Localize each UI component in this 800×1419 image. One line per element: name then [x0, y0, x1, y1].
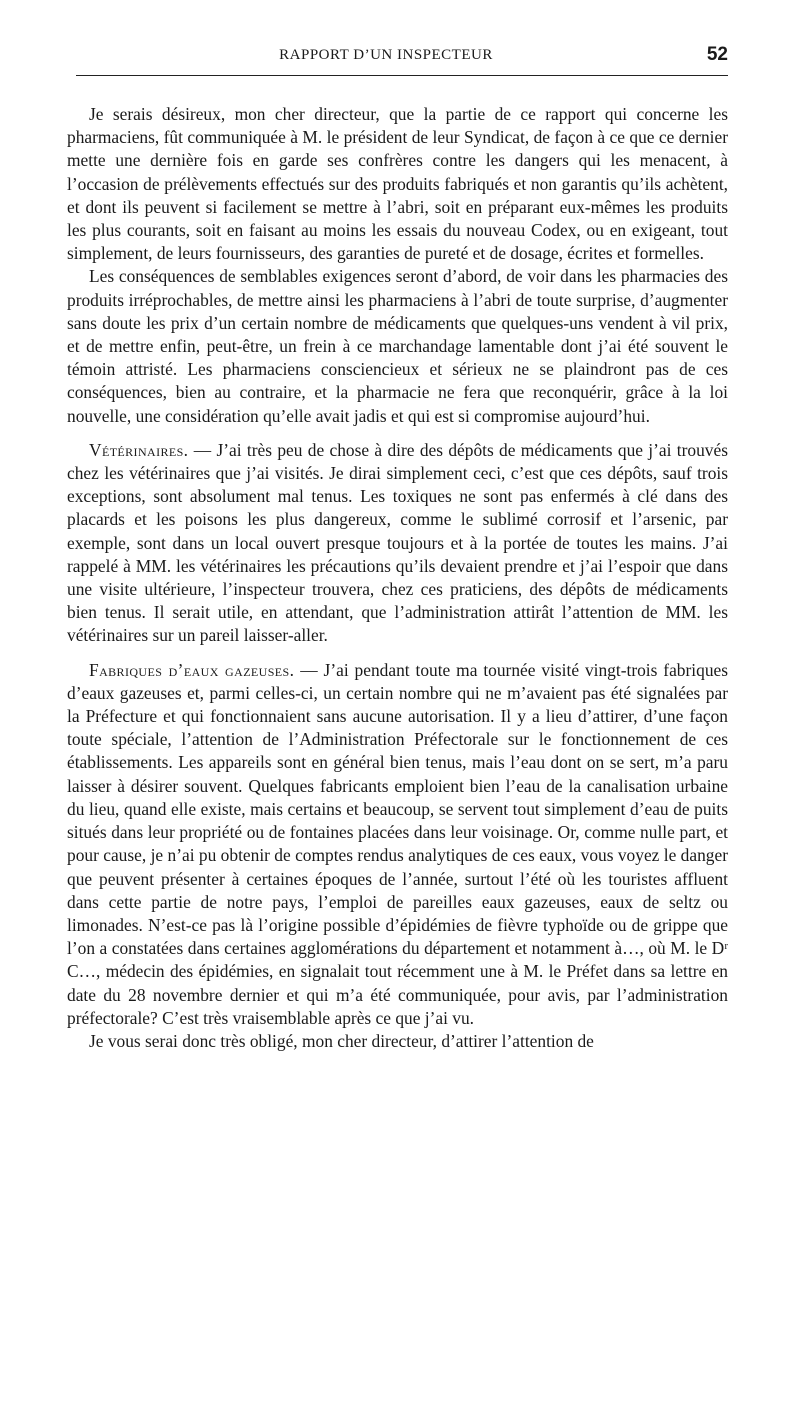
- body-text: [67, 103, 728, 1053]
- page-number: 52: [706, 44, 728, 65]
- section-eaux-gazeuses: [67, 659, 728, 1030]
- paragraph-pharmaciens-request: Je serais désireux, mon cher directeur, que la partie de ce rapport qui concerne les pharmaciens, fût communiquée à M. le président de leur Syndicat, de façon à ce que ce dernier mette une dernière fois en garde ses confrères contre les dangers qui les menacent, à l’occasion de prélèvements effectués sur des produits fabriqués et non garantis qu’ils achètent, et dont ils peuvent si facilement se mettre à l’abri, soit en préparant eux-mêmes les produits les plus courants, soit en faisant au moins les essais du nouveau Codex, ou en exigeant, tout simplement, de leurs fournisseurs, des garanties de pureté et de dosage, écrites et formelles.: [67, 104, 728, 264]
- page-header: [76, 44, 728, 68]
- section-text-eaux-gazeuses: — J’ai pendant toute ma tournée visité vingt-trois fabriques d’eaux gazeuses et, parmi celles-ci, un certain nombre qui ne m’avaient pas été signalées par la Préfecture et qui fonctionnaient sans aucune autorisation. Il y a lieu d’attirer, d’une façon toute spéciale, l’attention de l’Administration Préfectorale sur le fonctionnement de ces établissements. Les appareils sont en général bien tenus, mais l’eau dont on se sert, m’a paru laisser à désirer souvent. Quelques fabricants emploient bien l’eau de la canalisation urbaine du lieu, quand elle existe, mais certains et beaucoup, se servent tout simplement d’eau de puits situés dans leur propriété ou de fontaines placées dans leur voisinage. Or, comme nulle part, et pour cause, je n’ai pu obtenir de comptes rendus analytiques de ces eaux, vous voyez le danger que peuvent présenter à certaines époques de l’année, surtout l’été où les touristes affluent dans cette partie de notre pays, l’emploi de pareilles eaux gazeuses, eaux de seltz ou limonades. N’est-ce pas là l’origine possible d’épidémies de fièvre typhoïde ou de grippe que l’on a constatées dans certaines agglomérations du département et notamment à…, où M. le Dʳ C…, médecin des épidémies, en signalait tout récemment une à M. le Préfet dans sa lettre en date du 28 novembre dernier et qui m’a été communiquée, pour avis, par l’administration préfectorale? C’est très vraisemblable après ce que j’ai vu.: [67, 659, 729, 1028]
- section-text-veterinaires: — J’ai très peu de chose à dire des dépôts de médicaments que j’ai trouvés chez les vétérinaires que j’ai visités. Je dirai simplement ceci, c’est que ces dépôts, sauf trois exceptions, sont absolument mal tenus. Les toxiques ne sont pas enfermés à clé dans des placards et les poisons les plus dangereux, comme le sublimé corrosif et l’arsenic, par exemple, sont dans un local ouvert presque toujours et à la portée de toutes les mains. J’ai rappelé à MM. les vétérinaires les précautions qu’ils devaient prendre et j’ai l’espoir que dans une visite ultérieure, l’inspecteur trouvera, chez ces praticiens, des dépôts de médicaments bien tenus. Il serait utile, en attendant, que l’administration attirât l’attention de MM. les vétérinaires sur un pareil laisser-aller.: [67, 439, 728, 646]
- paragraph-closing: Je vous serai donc très obligé, mon cher directeur, d’attirer l’attention de: [89, 1030, 594, 1051]
- section-heading-veterinaires: Vétérinaires.: [89, 439, 189, 460]
- paragraph-consequences: Les conséquences de semblables exigences seront d’abord, de voir dans les pharmacies des produits irréprochables, de mettre ainsi les pharmaciens à l’abri de toute surprise, d’augmenter sans doute les prix d’un certain nombre de médicaments que quelques-uns vendent à vil prix, et de mettre enfin, peut-être, un frein à ce marchandage lamentable dont j’ai été souvent le témoin attristé. Les pharmaciens consciencieux et sérieux ne se plaindront pas de ces conséquences, bien au contraire, et la pharmacie ne fera que reconquérir, grâce à la loi nouvelle, une considération qu’elle avait jadis et qui est si compromise aujourd’hui.: [67, 266, 728, 426]
- header-rule: [76, 75, 728, 76]
- running-title: RAPPORT D’UN INSPECTEUR: [279, 47, 493, 63]
- section-heading-eaux-gazeuses: Fabriques d’eaux gazeuses.: [89, 659, 295, 680]
- section-veterinaires: [67, 439, 728, 648]
